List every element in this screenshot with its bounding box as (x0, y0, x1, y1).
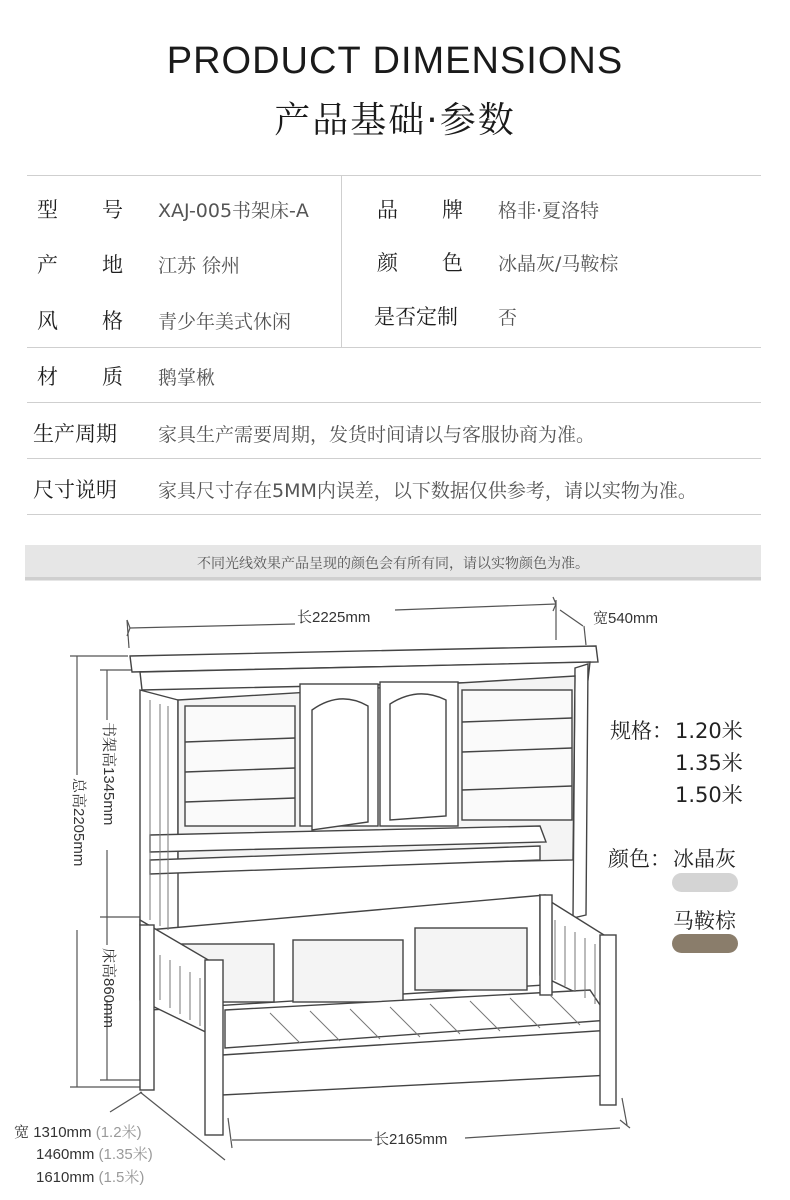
color-notice-bar: 不同光线效果产品呈现的颜色会有所有同，请以实物颜色为准。 (25, 545, 761, 581)
color-swatch-saddle-brown (672, 934, 738, 953)
notice-bar-shadow (25, 577, 761, 580)
row-divider (27, 458, 761, 459)
origin-value: 江苏 徐州 (158, 255, 241, 277)
width-prefix: 宽 (14, 1124, 30, 1141)
width-value: 1310mm (33, 1124, 92, 1141)
size-option: 1.35米 (675, 751, 743, 775)
top-depth-label: 宽540mm (593, 610, 659, 627)
model-value: XAJ-005书架床-A (158, 200, 309, 222)
size-note-value: 家具尺寸存在5MM内误差，以下数据仅供参考，请以实物为准。 (158, 480, 697, 502)
cycle-value: 家具生产需要周期，发货时间请以与客服协商为准。 (158, 424, 596, 446)
width-value: 1610mm (36, 1169, 95, 1186)
width-note: (1.5米) (98, 1169, 145, 1186)
row-divider (27, 347, 761, 348)
cycle-label: 生产周期 (33, 422, 117, 446)
brand-value: 格非·夏洛特 (498, 200, 600, 222)
top-length-label: 长2225mm (297, 609, 371, 626)
width-note: (1.35米) (98, 1146, 153, 1163)
bottom-length-label: 长2165mm (374, 1131, 448, 1148)
size-option: 1.50米 (675, 783, 743, 807)
color-spec-label: 颜色： (608, 847, 671, 871)
color-label: 颜色 (377, 251, 463, 275)
origin-label: 产地 (37, 253, 123, 277)
color-option-name: 冰晶灰 (673, 847, 736, 871)
size-spec-label: 规格： (610, 719, 673, 743)
title-chinese: 产品基础·参数 (274, 100, 516, 141)
table-bottom-border (27, 514, 761, 515)
shelf-height-label: 书架高1345mm (100, 722, 117, 826)
width-note: (1.2米) (95, 1124, 142, 1141)
row-divider (27, 402, 761, 403)
total-height-label: 总高2205mm (70, 778, 87, 867)
width-row (36, 1143, 153, 1164)
table-column-divider (341, 175, 342, 347)
size-option: 1.20米 (675, 719, 743, 743)
color-swatch-ice-gray (672, 873, 738, 892)
width-row (36, 1166, 144, 1187)
model-label: 型号 (37, 198, 123, 222)
color-option-name: 马鞍棕 (673, 909, 736, 933)
size-note-label: 尺寸说明 (33, 478, 117, 502)
brand-label: 品牌 (377, 198, 463, 222)
width-value: 1460mm (36, 1146, 95, 1163)
style-label: 风格 (37, 309, 123, 333)
style-value: 青少年美式休闲 (158, 311, 292, 333)
table-top-border (27, 175, 761, 176)
custom-label: 是否定制 (374, 305, 458, 329)
width-row (14, 1121, 142, 1142)
material-label: 材质 (37, 365, 123, 389)
title-english: PRODUCT DIMENSIONS (166, 40, 624, 82)
bed-height-label: 床高860mm (100, 948, 117, 1029)
material-value: 鹅掌楸 (158, 367, 216, 389)
custom-value: 否 (498, 307, 518, 329)
color-value: 冰晶灰/马鞍棕 (498, 253, 619, 275)
